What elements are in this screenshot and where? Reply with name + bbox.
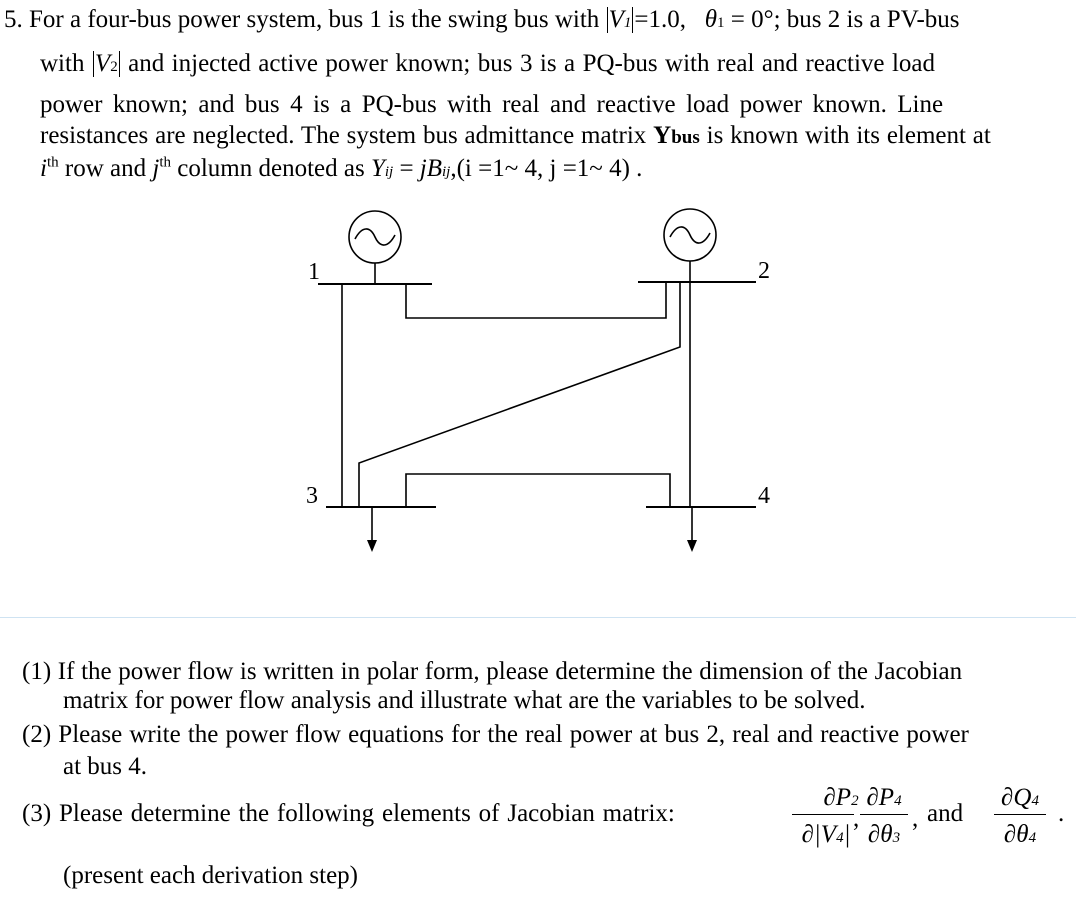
partial-p4-theta3-fraction-bar [860, 814, 908, 815]
partial-p4-theta3-numerator: ∂P4 [866, 784, 902, 811]
question-2-line-1: (2) Please write the power flow equations for the real power at bus 2, real and reactive power [22, 721, 969, 748]
comma-1: , [853, 805, 860, 832]
partial-p2-v4-numerator: ∂P2 [823, 784, 859, 811]
load-3-arrow-icon [367, 540, 377, 552]
question-2-line-2: at bus 4. [63, 753, 148, 780]
period: . [1058, 800, 1065, 827]
problem-line-1: 5. For a four-bus power system, bus 1 is the swing bus with V1 =1.0, θ1 = 0°; bus 2 is a PV-bus [4, 6, 960, 33]
partial-q4-theta4-fraction-bar [994, 814, 1046, 815]
line-3-4 [406, 474, 670, 507]
question-1-line-2: matrix for power flow analysis and illustrate what are the variables to be solved. [63, 687, 866, 714]
question-1-line-1: (1) If the power flow is written in polar form, please determine the dimension of the Jacobian [22, 658, 963, 685]
partial-q4-theta4-numerator: ∂Q4 [1001, 784, 1039, 811]
load-4-arrow-icon [687, 540, 697, 552]
comma-2: , [912, 805, 919, 832]
problem-number: 5. [4, 6, 23, 33]
theta1-value: = 0° [730, 6, 774, 33]
question-3-note: (present each derivation step) [63, 862, 359, 889]
partial-q4-theta4-denominator: ∂θ4 [1003, 821, 1037, 848]
v1-value: =1.0, [634, 6, 686, 33]
question-3-text: (3) Please determine the following elements of Jacobian matrix: [22, 800, 675, 827]
bus-label-1: 1 [308, 259, 320, 285]
bus-label-3: 3 [306, 483, 318, 509]
problem-line-1-text: For a four-bus power system, bus 1 is the swing bus with [29, 6, 600, 33]
problem-line-2: with V2 and injected active power known; bus 3 is a PQ-bus with real and reactive load [40, 50, 935, 77]
problem-line-5: $i^{th}$ row and $j^{th}$ column denoted as Yij = jBij,(i =1~ 4, j =1~ 4) . [40, 154, 643, 182]
and-word: and [927, 800, 964, 827]
partial-p2-v4-fraction-bar [792, 814, 854, 815]
problem-line-4: resistances are neglected. The system bus admittance matrix Ybus is known with its element at [40, 122, 991, 149]
bus-label-4: 4 [758, 483, 770, 509]
problem-line-3: power known; and bus 4 is a PQ-bus with real and reactive load power known. Line [40, 91, 944, 118]
problem-line-1-tail: ; bus 2 is a PV-bus [773, 6, 960, 33]
partial-p2-v4-denominator: ∂|V4| [801, 821, 851, 848]
partial-p4-theta3-denominator: ∂θ3 [867, 821, 901, 848]
section-divider [0, 617, 1076, 618]
line-1-2 [406, 282, 666, 318]
bus-label-2: 2 [758, 258, 770, 284]
